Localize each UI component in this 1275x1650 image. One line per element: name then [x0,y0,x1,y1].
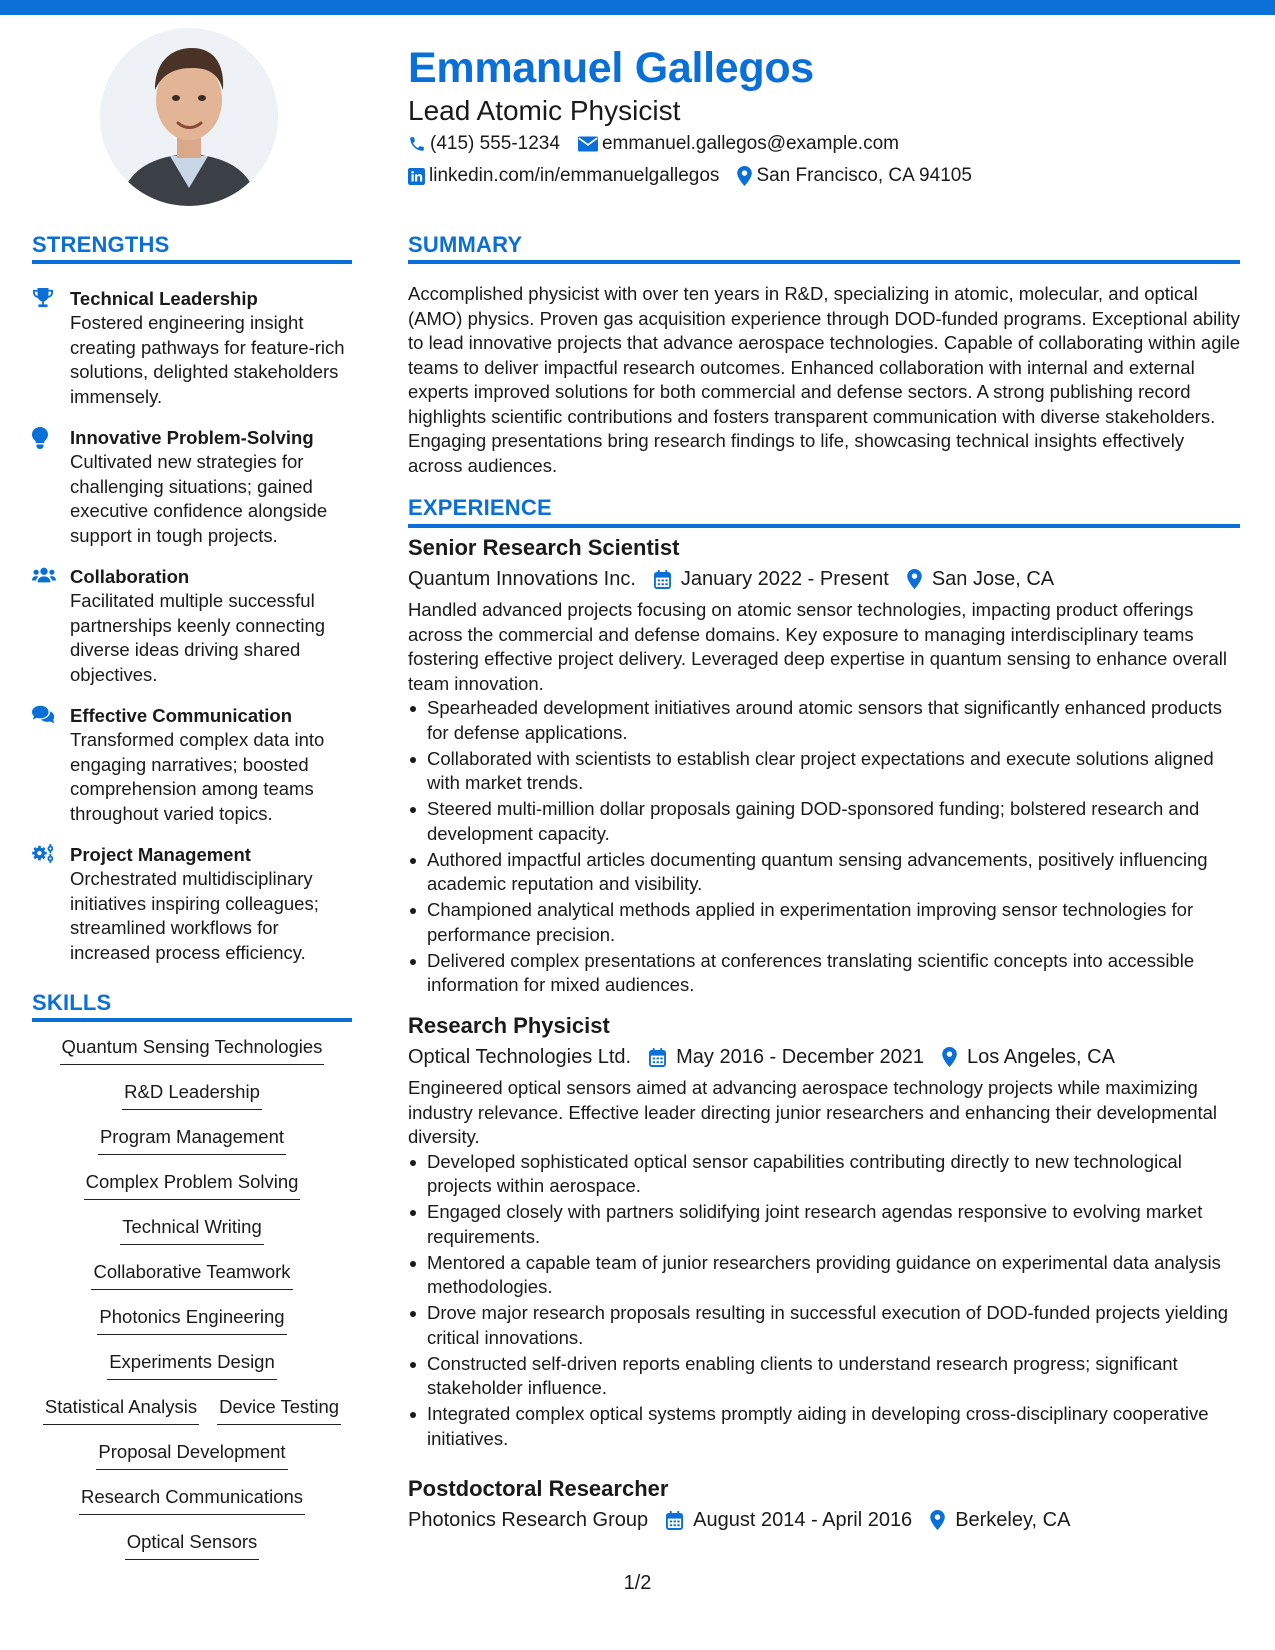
strength-desc: Facilitated multiple successful partnerships keenly connecting diverse ideas driving shared objectives. [70,590,326,685]
linkedin-icon [408,168,425,185]
calendar-icon [654,570,671,589]
users-icon [32,566,56,584]
phone-text: (415) 555-1234 [430,133,560,154]
map-pin-icon [737,166,752,186]
map-pin-icon [942,1047,957,1067]
strength-title: Technical Leadership [70,288,258,309]
strength-item [32,564,352,687]
strength-item [32,286,352,409]
job-dates-item [666,1506,912,1534]
profile-photo-illustration [100,28,278,206]
skill-tag: Device Testing [217,1396,341,1425]
job-bullet: Authored impactful articles documenting quantum sensing advancements, positively influencing academic reputation and visibility. [408,848,1240,897]
skill-tag: Quantum Sensing Technologies [60,1036,325,1065]
job-title: Postdoctoral Researcher [408,1476,669,1501]
job-meta [408,565,1240,593]
skills-heading: SKILLS [32,990,112,1015]
job-location: Berkeley, CA [955,1509,1071,1531]
experience-rule [408,524,1240,528]
strengths-list [32,286,352,981]
skill-tag: Experiments Design [107,1351,277,1380]
trophy-icon [32,288,54,308]
skill-tag: Program Management [98,1126,286,1155]
job-entry [408,534,1240,999]
strength-title: Collaboration [70,566,190,587]
location-text: San Francisco, CA 94105 [756,165,972,186]
job-dates: January 2022 - Present [680,568,889,590]
job-title: Research Physicist [408,1013,610,1038]
cogs-icon [32,844,56,864]
lightbulb-icon [32,427,48,449]
job-dates-item [654,565,889,593]
skill-tag: R&D Leadership [122,1081,262,1110]
top-accent-bar [0,0,1275,15]
strengths-rule [32,260,352,264]
job-title: Senior Research Scientist [408,535,680,560]
skill-tag: Complex Problem Solving [84,1171,301,1200]
job-entry [408,1475,1240,1534]
skill-tag: Research Communications [79,1486,305,1515]
skill-tag: Proposal Development [96,1441,287,1470]
phone-item[interactable] [408,133,560,155]
job-bullet: Drove major research proposals resulting in successful execution of DOD-funded projects yielding critical innovations. [408,1301,1240,1350]
location-item [737,165,971,187]
strength-desc: Cultivated new strategies for challenging situations; gained executive confidence alongside support in tough projects. [70,451,328,546]
page-number: 1/2 [623,1572,652,1594]
comments-icon [32,705,56,725]
map-pin-icon [930,1510,945,1530]
job-bullets [408,1150,1240,1452]
skill-tag: Technical Writing [120,1216,264,1245]
skills-list [32,1036,352,1576]
linkedin-item[interactable] [408,165,719,187]
job-bullet: Engaged closely with partners solidifying joint research agendas responsive to evolving market requirements. [408,1200,1240,1249]
strength-desc: Fostered engineering insight creating pathways for feature-rich solutions, delighted stakeholders immensely. [70,312,345,407]
job-bullets [408,696,1240,998]
profile-photo [100,28,278,206]
job-dates: August 2014 - April 2016 [693,1509,913,1531]
summary-rule [408,260,1240,264]
strength-item [32,842,352,965]
job-bullet: Developed sophisticated optical sensor capabilities contributing directly to new technological projects within aerospace. [408,1150,1240,1199]
job-entry [408,1012,1240,1453]
email-text: emmanuel.gallegos@example.com [601,133,899,154]
experience-heading: EXPERIENCE [408,495,552,520]
job-description: Handled advanced projects focusing on atomic sensor technologies, impacting product offerings across the commercial and defense domains. Key exposure to managing interdisciplinary teams fostering effective project delivery. Leveraged deep expertise in quantum sensing to enhance overall team innovation. [408,599,1227,694]
job-bullet: Spearheaded development initiatives around atomic sensors that significantly enhanced products for defense applications. [408,696,1240,745]
phone-icon [408,135,426,153]
job-dates: May 2016 - December 2021 [676,1046,925,1068]
strength-title: Project Management [70,844,251,865]
skill-tag: Statistical Analysis [43,1396,199,1425]
job-bullet: Constructed self-driven reports enabling clients to understand research progress; significant stakeholder influence. [408,1352,1240,1401]
linkedin-text: linkedin.com/in/emmanuelgallegos [429,165,720,186]
strength-title: Innovative Problem-Solving [70,427,314,448]
job-bullet: Integrated complex optical systems promptly aiding in developing cross-disciplinary cooperative initiatives. [408,1402,1240,1451]
contact-row-2 [408,165,990,187]
skill-tag: Collaborative Teamwork [91,1261,292,1290]
job-location: Los Angeles, CA [967,1046,1115,1068]
job-dates-item [649,1043,924,1071]
strength-desc: Orchestrated multidisciplinary initiatives inspiring colleagues; streamlined workflows for increased process efficiency. [70,868,319,963]
job-company: Optical Technologies Ltd. [408,1046,632,1068]
envelope-icon [578,136,598,152]
job-location-item [942,1043,1115,1071]
job-bullet: Championed analytical methods applied in experimentation improving sensor technologies for performance precision. [408,898,1240,947]
map-pin-icon [907,569,922,589]
email-item[interactable] [578,133,899,155]
candidate-name: Emmanuel Gallegos [408,44,814,92]
summary-text: Accomplished physicist with over ten years in R&D, specializing in atomic, molecular, and optical (AMO) physics. Proven gas acquisition experience through DOD-funded programs. Exceptional ability to lead innovative projects that advance aerospace technologies. Capable of collaborating within agile teams to deliver impactful research outcomes. Enhanced collaboration with internal and external experts improved solutions for both commercial and defense sectors. A strong publishing record highlights scientific contributions and fosters transparent communication with diverse stakeholders. Engaging presentations bring research findings to life, showcasing technical insights effectively across audiences. [408,283,1241,476]
job-location: San Jose, CA [931,568,1055,590]
job-location-item [907,565,1054,593]
strength-desc: Transformed complex data into engaging narratives; boosted comprehension among teams throughout varied topics. [70,729,325,824]
summary-heading: SUMMARY [408,232,523,257]
job-description: Engineered optical sensors aimed at advancing aerospace technology projects while maximizing industry relevance. Effective leader directing junior researchers and enhancing their developmental diversity. [408,1077,1217,1147]
job-bullet: Mentored a capable team of junior researchers providing guidance on experimental data analysis methodologies. [408,1251,1240,1300]
job-bullet: Delivered complex presentations at conferences translating scientific concepts into accessible information for mixed audiences. [408,949,1240,998]
contact-row-1 [408,133,917,155]
strength-item [32,425,352,548]
job-bullet: Collaborated with scientists to establish clear project expectations and execute solutions aligned with market trends. [408,747,1240,796]
job-location-item [930,1506,1070,1534]
calendar-icon [666,1511,683,1530]
strength-item [32,703,352,826]
skills-rule [32,1018,352,1022]
calendar-icon [649,1048,666,1067]
skill-tag: Photonics Engineering [97,1306,286,1335]
strengths-heading: STRENGTHS [32,232,170,257]
job-company: Photonics Research Group [408,1509,649,1531]
job-company: Quantum Innovations Inc. [408,568,636,590]
job-bullet: Steered multi-million dollar proposals gaining DOD-sponsored funding; bolstered research and development capacity. [408,797,1240,846]
job-meta [408,1043,1240,1071]
candidate-title: Lead Atomic Physicist [408,95,681,126]
strength-title: Effective Communication [70,705,293,726]
job-meta [408,1506,1240,1534]
skill-tag: Optical Sensors [125,1531,260,1560]
